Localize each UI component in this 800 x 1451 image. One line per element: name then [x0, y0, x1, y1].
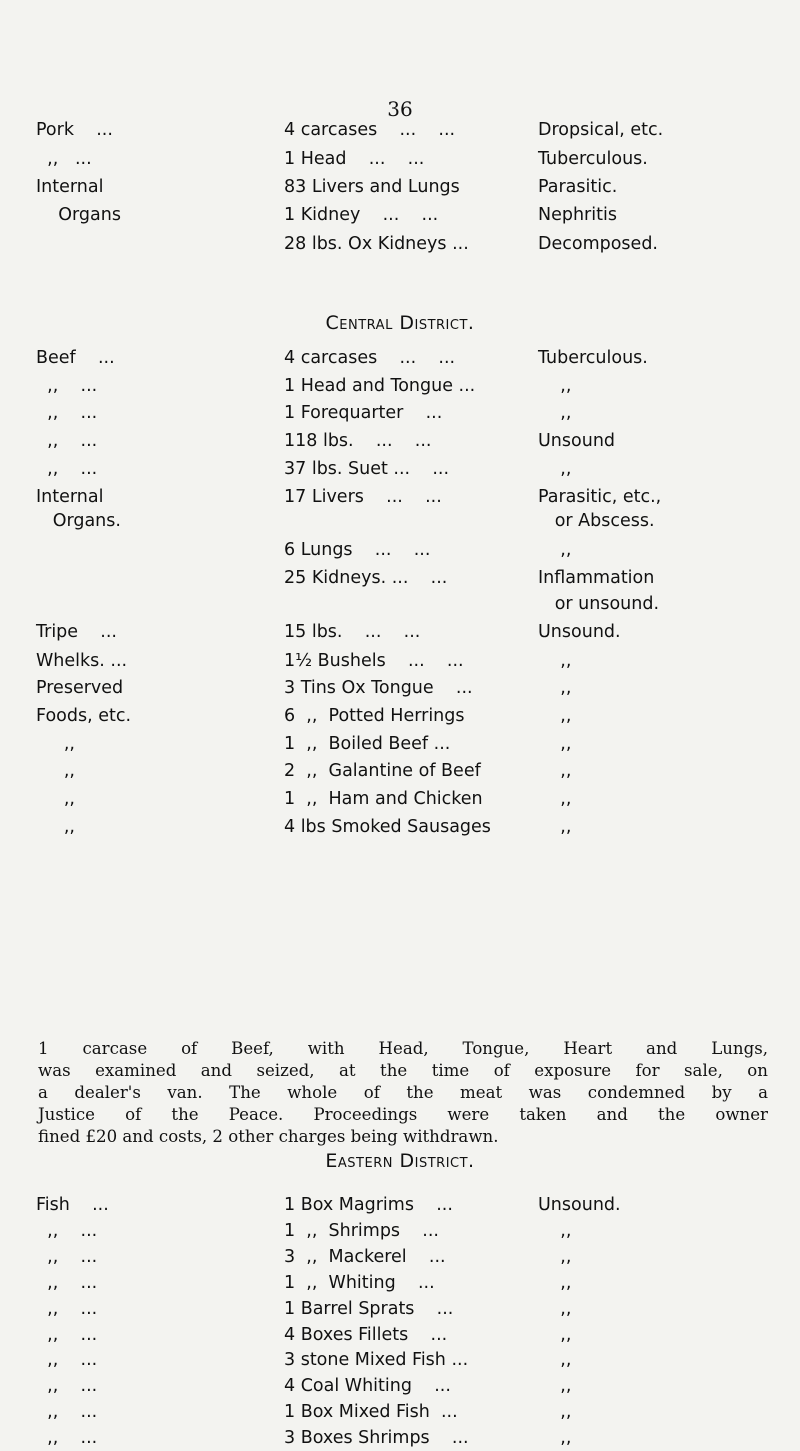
- table-row: [0, 117, 800, 143]
- table-row: [0, 1244, 800, 1270]
- item-quantity: 1 Head and Tongue ...: [284, 376, 476, 396]
- item-quantity: 6 ,, Potted Herrings: [284, 706, 465, 726]
- item-category: Internal: [36, 177, 104, 197]
- table-row: [0, 703, 800, 729]
- item-reason: ,,: [538, 1272, 572, 1293]
- paragraph-line: 1 carcase of Beef, with Head, Tongue, Heart and Lungs,: [38, 1039, 768, 1058]
- item-quantity: 1 ,, Boiled Beef ...: [284, 734, 451, 754]
- item-quantity: 4 carcases ... ...: [284, 348, 456, 368]
- item-reason: Tuberculous.: [538, 149, 648, 169]
- table-row: [0, 428, 800, 454]
- table-row: [0, 373, 800, 399]
- item-category: ,,: [36, 789, 75, 809]
- item-reason: ,,: [538, 789, 572, 809]
- item-category: ,, ...: [36, 431, 98, 451]
- item-category: Foods, etc.: [36, 706, 132, 726]
- item-reason: ,,: [538, 1298, 572, 1319]
- item-reason: ,,: [538, 1220, 572, 1241]
- table-row: [0, 731, 800, 757]
- item-reason: Nephritis: [538, 205, 617, 225]
- item-reason: ,,: [538, 1324, 572, 1345]
- item-reason: ,,: [538, 734, 572, 754]
- item-reason: Tuberculous.: [538, 348, 648, 368]
- item-quantity: 1 Head ... ...: [284, 149, 425, 169]
- item-category: ,, ...: [36, 1298, 98, 1319]
- table-row: [0, 484, 800, 510]
- table-row: [0, 619, 800, 645]
- item-category: ,, ...: [36, 1220, 98, 1241]
- item-quantity: 6 Lungs ... ...: [284, 540, 431, 560]
- table-row: [0, 1373, 800, 1399]
- table-row: [0, 456, 800, 482]
- item-category: ,, ...: [36, 1402, 98, 1423]
- table-row: [0, 1192, 800, 1218]
- item-reason: Unsound.: [538, 622, 621, 642]
- item-reason: ,,: [538, 1402, 572, 1423]
- item-quantity: 3 stone Mixed Fish ...: [284, 1350, 469, 1371]
- table-row: [0, 1218, 800, 1244]
- item-category: Organs: [36, 205, 121, 225]
- item-category: ,, ...: [36, 376, 98, 396]
- central-district-heading: Central District.: [325, 312, 475, 334]
- item-category: ,, ...: [36, 1246, 98, 1267]
- paragraph-line: Justice of the Peace. Proceedings were taken and the owner: [38, 1105, 768, 1124]
- item-category: Organs.: [36, 511, 121, 531]
- item-category: ,,: [36, 761, 75, 781]
- paragraph-line: a dealer's van. The whole of the meat was condemned by a: [38, 1083, 768, 1102]
- item-category: ,, ...: [36, 1376, 98, 1397]
- eastern-district-heading: Eastern District.: [325, 1150, 475, 1172]
- item-category: Fish ...: [36, 1195, 109, 1215]
- item-reason: Dropsical, etc.: [538, 120, 664, 140]
- item-category: Whelks. ...: [36, 651, 128, 671]
- item-category: ,, ...: [36, 403, 98, 423]
- item-quantity: 15 lbs. ... ...: [284, 622, 421, 642]
- table-row: [0, 231, 800, 257]
- table-row: [0, 174, 800, 200]
- item-quantity: 3 Boxes Shrimps ...: [284, 1428, 469, 1449]
- item-quantity: 37 lbs. Suet ... ...: [284, 459, 450, 479]
- item-reason: ,,: [538, 540, 572, 560]
- item-category: Beef ...: [36, 348, 115, 368]
- table-row: [0, 202, 800, 228]
- item-category: Pork ...: [36, 120, 113, 140]
- item-category: Internal: [36, 487, 104, 507]
- table-row: [0, 786, 800, 812]
- item-reason: ,,: [538, 706, 572, 726]
- item-quantity: 118 lbs. ... ...: [284, 431, 432, 451]
- item-reason: Parasitic.: [538, 177, 618, 197]
- item-quantity: 25 Kidneys. ... ...: [284, 568, 448, 588]
- table-row: [0, 675, 800, 701]
- item-reason: ,,: [538, 651, 572, 671]
- table-row: [0, 537, 800, 563]
- table-row: [0, 1425, 800, 1451]
- seizure-paragraph: [38, 1038, 768, 1148]
- item-reason: Parasitic, etc.,: [538, 487, 662, 507]
- item-reason: or unsound.: [538, 594, 660, 614]
- item-quantity: 83 Livers and Lungs: [284, 177, 460, 197]
- item-quantity: 1 Barrel Sprats ...: [284, 1298, 454, 1319]
- item-category: Preserved: [36, 678, 124, 698]
- table-row: [0, 758, 800, 784]
- item-reason: ,,: [538, 1376, 572, 1397]
- item-quantity: 17 Livers ... ...: [284, 487, 442, 507]
- item-quantity: 4 carcases ... ...: [284, 120, 456, 140]
- item-quantity: 3 Tins Ox Tongue ...: [284, 678, 473, 698]
- item-quantity: 4 lbs Smoked Sausages: [284, 817, 491, 837]
- item-reason: ,,: [538, 817, 572, 837]
- item-quantity: 1 Forequarter ...: [284, 403, 443, 423]
- item-category: ,, ...: [36, 1350, 98, 1371]
- table-row: [0, 648, 800, 674]
- table-row: [0, 814, 800, 840]
- item-reason: ,,: [538, 678, 572, 698]
- item-reason: Decomposed.: [538, 234, 658, 254]
- item-quantity: 1 Box Magrims ...: [284, 1195, 453, 1215]
- paragraph-line: was examined and seized, at the time of exposure for sale, on: [38, 1061, 768, 1080]
- item-reason: Unsound: [538, 431, 616, 451]
- table-row: [0, 565, 800, 591]
- item-quantity: 1 ,, Ham and Chicken: [284, 789, 483, 809]
- item-reason: ,,: [538, 403, 572, 423]
- item-reason: Unsound.: [538, 1195, 621, 1215]
- item-category: ,,: [36, 734, 75, 754]
- item-reason: ,,: [538, 1428, 572, 1449]
- item-category: Tripe ...: [36, 622, 117, 642]
- item-quantity: 1 Box Mixed Fish ...: [284, 1402, 458, 1423]
- item-quantity: 4 Coal Whiting ...: [284, 1376, 451, 1397]
- item-category: ,, ...: [36, 459, 98, 479]
- item-category: ,, ...: [36, 1428, 98, 1449]
- table-row: [0, 1322, 800, 1348]
- table-row: [0, 1399, 800, 1425]
- table-row: [0, 508, 800, 534]
- item-quantity: 4 Boxes Fillets ...: [284, 1324, 448, 1345]
- table-row: [0, 345, 800, 371]
- table-row: [0, 1296, 800, 1322]
- item-quantity: 1 Kidney ... ...: [284, 205, 439, 225]
- item-reason: ,,: [538, 761, 572, 781]
- table-row: [0, 1347, 800, 1373]
- table-row: [0, 591, 800, 617]
- item-category: ,,: [36, 817, 75, 837]
- item-category: ,, ...: [36, 1272, 98, 1293]
- item-reason: ,,: [538, 376, 572, 396]
- item-quantity: 28 lbs. Ox Kidneys ...: [284, 234, 469, 254]
- page-number: 36: [387, 97, 413, 121]
- item-quantity: 1 ,, Whiting ...: [284, 1272, 435, 1293]
- item-quantity: 3 ,, Mackerel ...: [284, 1246, 446, 1267]
- table-row: [0, 400, 800, 426]
- item-reason: ,,: [538, 1246, 572, 1267]
- paragraph-line: fined £20 and costs, 2 other charges being withdrawn.: [38, 1127, 499, 1146]
- table-row: [0, 146, 800, 172]
- table-row: [0, 1270, 800, 1296]
- item-reason: Inflammation: [538, 568, 655, 588]
- item-quantity: 1½ Bushels ... ...: [284, 651, 464, 671]
- item-quantity: 1 ,, Shrimps ...: [284, 1220, 439, 1241]
- item-reason: ,,: [538, 1350, 572, 1371]
- item-quantity: 2 ,, Galantine of Beef: [284, 761, 481, 781]
- item-reason: ,,: [538, 459, 572, 479]
- item-reason: or Abscess.: [538, 511, 655, 531]
- item-category: ,, ...: [36, 1324, 98, 1345]
- item-category: ,, ...: [36, 149, 92, 169]
